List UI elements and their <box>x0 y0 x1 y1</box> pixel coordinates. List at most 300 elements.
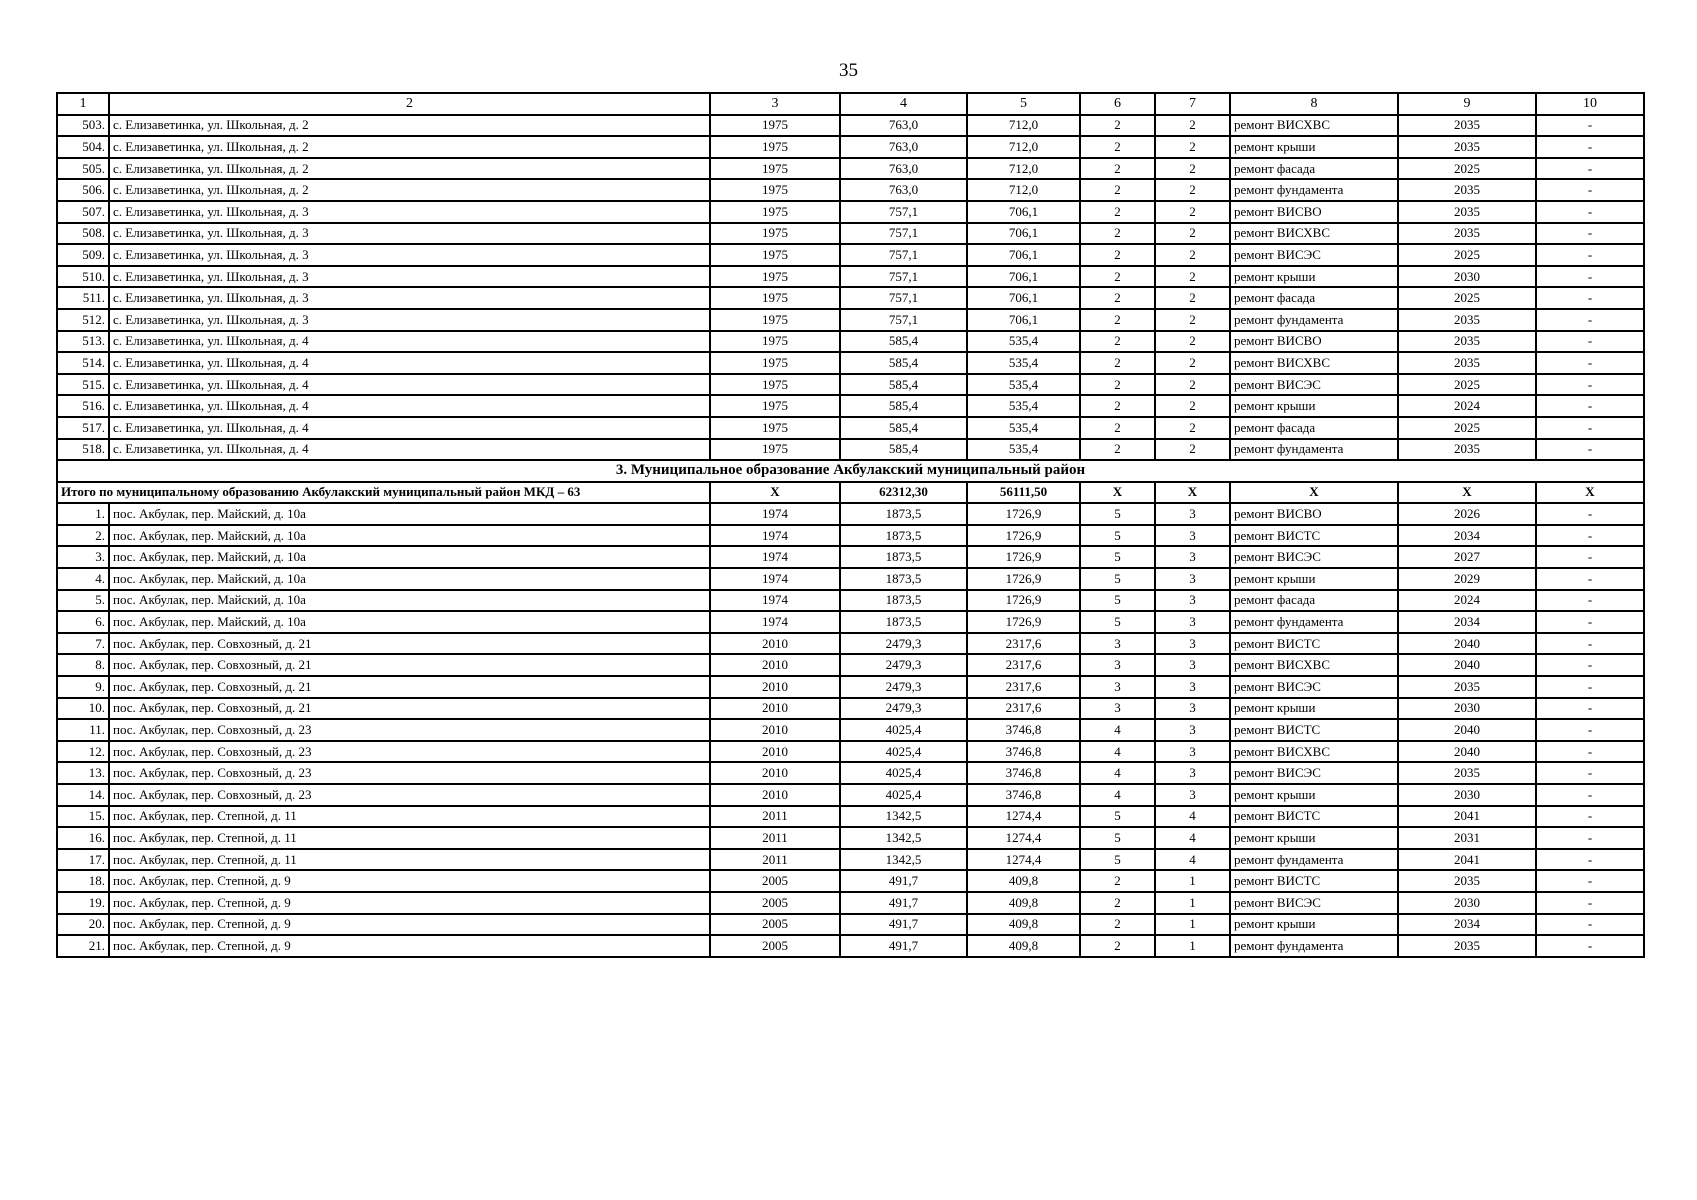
note-cell: - <box>1536 439 1644 461</box>
floors-cell: 2 <box>1080 115 1155 137</box>
work-type-cell: ремонт фасада <box>1230 287 1398 309</box>
address-cell: пос. Акбулак, пер. Совхозный, д. 23 <box>109 719 710 741</box>
living-area-cell: 712,0 <box>967 158 1080 180</box>
living-area-cell: 535,4 <box>967 331 1080 353</box>
planned-year-cell: 2035 <box>1398 136 1536 158</box>
address-cell: с. Елизаветинка, ул. Школьная, д. 4 <box>109 331 710 353</box>
address-cell: пос. Акбулак, пер. Совхозный, д. 23 <box>109 741 710 763</box>
planned-year-cell: 2035 <box>1398 439 1536 461</box>
entrances-cell: 2 <box>1155 439 1230 461</box>
row-number-cell: 10. <box>57 698 109 720</box>
living-area-cell: 706,1 <box>967 244 1080 266</box>
planned-year-cell: 2034 <box>1398 525 1536 547</box>
work-type-cell: ремонт ВИСТС <box>1230 806 1398 828</box>
address-cell: с. Елизаветинка, ул. Школьная, д. 2 <box>109 115 710 137</box>
floors-cell: 2 <box>1080 331 1155 353</box>
total-area-cell: 2479,3 <box>840 633 967 655</box>
entrances-cell: 2 <box>1155 331 1230 353</box>
year-built-cell: 1975 <box>710 374 840 396</box>
total-label: Итого по муниципальному образованию Акбулакский муниципальный район МКД – 63 <box>57 482 710 504</box>
total-area-cell: 491,7 <box>840 870 967 892</box>
floors-cell: 2 <box>1080 417 1155 439</box>
address-cell: с. Елизаветинка, ул. Школьная, д. 3 <box>109 201 710 223</box>
entrances-cell: 3 <box>1155 633 1230 655</box>
floors-cell: 3 <box>1080 698 1155 720</box>
work-type-cell: ремонт ВИСХВС <box>1230 654 1398 676</box>
work-type-cell: ремонт ВИСВО <box>1230 503 1398 525</box>
table-row <box>57 784 1644 806</box>
total-area-cell: 1873,5 <box>840 525 967 547</box>
row-number-cell: 512. <box>57 309 109 331</box>
work-type-cell: ремонт крыши <box>1230 266 1398 288</box>
floors-cell: 3 <box>1080 654 1155 676</box>
year-built-cell: 1975 <box>710 136 840 158</box>
planned-year-cell: 2027 <box>1398 546 1536 568</box>
work-type-cell: ремонт крыши <box>1230 914 1398 936</box>
section-heading-row <box>57 460 1644 482</box>
planned-year-cell: 2035 <box>1398 352 1536 374</box>
note-cell: - <box>1536 503 1644 525</box>
row-number-cell: 17. <box>57 849 109 871</box>
total-area-cell: 757,1 <box>840 287 967 309</box>
year-built-cell: 1975 <box>710 115 840 137</box>
year-built-cell: 2005 <box>710 870 840 892</box>
entrances-cell: 2 <box>1155 309 1230 331</box>
page-number: 35 <box>839 60 858 81</box>
work-type-cell: ремонт крыши <box>1230 136 1398 158</box>
section-title: 3. Муниципальное образование Акбулакский муниципальный район <box>57 460 1644 482</box>
note-cell: - <box>1536 784 1644 806</box>
note-cell: - <box>1536 395 1644 417</box>
row-number-cell: 4. <box>57 568 109 590</box>
planned-year-cell: 2040 <box>1398 654 1536 676</box>
planned-year-cell: 2035 <box>1398 223 1536 245</box>
living-area-cell: 706,1 <box>967 309 1080 331</box>
table-row <box>57 546 1644 568</box>
total-cell: Х <box>710 482 840 504</box>
total-cell: Х <box>1080 482 1155 504</box>
address-cell: с. Елизаветинка, ул. Школьная, д. 3 <box>109 223 710 245</box>
header-cell: 5 <box>967 93 1080 115</box>
address-cell: пос. Акбулак, пер. Степной, д. 11 <box>109 827 710 849</box>
year-built-cell: 2010 <box>710 762 840 784</box>
note-cell: - <box>1536 546 1644 568</box>
planned-year-cell: 2035 <box>1398 201 1536 223</box>
address-cell: пос. Акбулак, пер. Майский, д. 10а <box>109 503 710 525</box>
floors-cell: 4 <box>1080 719 1155 741</box>
table-row <box>57 352 1644 374</box>
table-row <box>57 179 1644 201</box>
row-number-cell: 503. <box>57 115 109 137</box>
header-cell: 10 <box>1536 93 1644 115</box>
year-built-cell: 2010 <box>710 654 840 676</box>
address-cell: пос. Акбулак, пер. Степной, д. 9 <box>109 935 710 957</box>
address-cell: пос. Акбулак, пер. Совхозный, д. 21 <box>109 633 710 655</box>
note-cell: - <box>1536 309 1644 331</box>
row-number-cell: 516. <box>57 395 109 417</box>
table-row <box>57 417 1644 439</box>
year-built-cell: 1974 <box>710 503 840 525</box>
year-built-cell: 2005 <box>710 935 840 957</box>
total-area-cell: 4025,4 <box>840 719 967 741</box>
row-number-cell: 20. <box>57 914 109 936</box>
note-cell: - <box>1536 633 1644 655</box>
work-type-cell: ремонт ВИСЭС <box>1230 762 1398 784</box>
planned-year-cell: 2025 <box>1398 417 1536 439</box>
address-cell: с. Елизаветинка, ул. Школьная, д. 2 <box>109 179 710 201</box>
table-row <box>57 892 1644 914</box>
table-row <box>57 201 1644 223</box>
planned-year-cell: 2026 <box>1398 503 1536 525</box>
planned-year-cell: 2034 <box>1398 611 1536 633</box>
header-cell: 3 <box>710 93 840 115</box>
living-area-cell: 712,0 <box>967 179 1080 201</box>
living-area-cell: 1726,9 <box>967 611 1080 633</box>
table-row <box>57 331 1644 353</box>
living-area-cell: 2317,6 <box>967 698 1080 720</box>
table-row <box>57 676 1644 698</box>
address-cell: с. Елизаветинка, ул. Школьная, д. 3 <box>109 244 710 266</box>
living-area-cell: 409,8 <box>967 935 1080 957</box>
planned-year-cell: 2035 <box>1398 309 1536 331</box>
address-cell: с. Елизаветинка, ул. Школьная, д. 4 <box>109 352 710 374</box>
living-area-cell: 409,8 <box>967 892 1080 914</box>
planned-year-cell: 2040 <box>1398 741 1536 763</box>
row-number-cell: 2. <box>57 525 109 547</box>
planned-year-cell: 2035 <box>1398 179 1536 201</box>
total-area-cell: 757,1 <box>840 266 967 288</box>
total-area-cell: 1342,5 <box>840 827 967 849</box>
note-cell: - <box>1536 374 1644 396</box>
entrances-cell: 2 <box>1155 395 1230 417</box>
floors-cell: 4 <box>1080 784 1155 806</box>
year-built-cell: 1975 <box>710 223 840 245</box>
note-cell: - <box>1536 914 1644 936</box>
entrances-cell: 2 <box>1155 417 1230 439</box>
work-type-cell: ремонт фасада <box>1230 158 1398 180</box>
header-cell: 7 <box>1155 93 1230 115</box>
row-number-cell: 6. <box>57 611 109 633</box>
table-row <box>57 136 1644 158</box>
total-area-cell: 491,7 <box>840 914 967 936</box>
living-area-cell: 706,1 <box>967 287 1080 309</box>
entrances-cell: 3 <box>1155 698 1230 720</box>
entrances-cell: 3 <box>1155 784 1230 806</box>
total-area-cell: 4025,4 <box>840 741 967 763</box>
address-cell: пос. Акбулак, пер. Майский, д. 10а <box>109 611 710 633</box>
total-cell: Х <box>1536 482 1644 504</box>
table-row <box>57 870 1644 892</box>
total-area-cell: 1873,5 <box>840 590 967 612</box>
planned-year-cell: 2025 <box>1398 287 1536 309</box>
work-type-cell: ремонт ВИСХВС <box>1230 741 1398 763</box>
work-type-cell: ремонт ВИСЭС <box>1230 892 1398 914</box>
living-area-cell: 1274,4 <box>967 827 1080 849</box>
address-cell: пос. Акбулак, пер. Степной, д. 9 <box>109 870 710 892</box>
floors-cell: 2 <box>1080 870 1155 892</box>
table-row <box>57 611 1644 633</box>
entrances-cell: 2 <box>1155 244 1230 266</box>
planned-year-cell: 2035 <box>1398 676 1536 698</box>
living-area-cell: 3746,8 <box>967 741 1080 763</box>
address-cell: с. Елизаветинка, ул. Школьная, д. 4 <box>109 395 710 417</box>
work-type-cell: ремонт крыши <box>1230 827 1398 849</box>
row-number-cell: 8. <box>57 654 109 676</box>
work-type-cell: ремонт ВИСЭС <box>1230 374 1398 396</box>
row-number-cell: 510. <box>57 266 109 288</box>
note-cell: - <box>1536 244 1644 266</box>
total-area-cell: 585,4 <box>840 374 967 396</box>
year-built-cell: 1974 <box>710 611 840 633</box>
year-built-cell: 2010 <box>710 698 840 720</box>
total-area-cell: 757,1 <box>840 223 967 245</box>
note-cell: - <box>1536 935 1644 957</box>
floors-cell: 2 <box>1080 352 1155 374</box>
row-number-cell: 13. <box>57 762 109 784</box>
work-type-cell: ремонт фасада <box>1230 417 1398 439</box>
total-cell: Х <box>1155 482 1230 504</box>
living-area-cell: 2317,6 <box>967 676 1080 698</box>
total-area-cell: 757,1 <box>840 244 967 266</box>
entrances-cell: 2 <box>1155 201 1230 223</box>
work-type-cell: ремонт ВИСТС <box>1230 525 1398 547</box>
entrances-cell: 3 <box>1155 611 1230 633</box>
entrances-cell: 1 <box>1155 870 1230 892</box>
total-area-cell: 585,4 <box>840 352 967 374</box>
floors-cell: 5 <box>1080 611 1155 633</box>
floors-cell: 5 <box>1080 827 1155 849</box>
total-area-cell: 757,1 <box>840 309 967 331</box>
planned-year-cell: 2024 <box>1398 590 1536 612</box>
floors-cell: 5 <box>1080 806 1155 828</box>
living-area-cell: 535,4 <box>967 395 1080 417</box>
table-row <box>57 374 1644 396</box>
table-row <box>57 719 1644 741</box>
living-area-cell: 1726,9 <box>967 568 1080 590</box>
planned-year-cell: 2035 <box>1398 762 1536 784</box>
planned-year-cell: 2025 <box>1398 374 1536 396</box>
work-type-cell: ремонт крыши <box>1230 568 1398 590</box>
floors-cell: 3 <box>1080 633 1155 655</box>
total-area-cell: 1873,5 <box>840 611 967 633</box>
floors-cell: 2 <box>1080 158 1155 180</box>
living-area-cell: 712,0 <box>967 115 1080 137</box>
planned-year-cell: 2024 <box>1398 395 1536 417</box>
entrances-cell: 3 <box>1155 741 1230 763</box>
floors-cell: 2 <box>1080 179 1155 201</box>
entrances-cell: 2 <box>1155 136 1230 158</box>
address-cell: с. Елизаветинка, ул. Школьная, д. 2 <box>109 136 710 158</box>
year-built-cell: 1974 <box>710 525 840 547</box>
total-area-cell: 4025,4 <box>840 784 967 806</box>
year-built-cell: 2010 <box>710 741 840 763</box>
address-cell: с. Елизаветинка, ул. Школьная, д. 3 <box>109 266 710 288</box>
living-area-cell: 409,8 <box>967 870 1080 892</box>
living-area-cell: 706,1 <box>967 201 1080 223</box>
work-type-cell: ремонт фундамента <box>1230 849 1398 871</box>
address-cell: пос. Акбулак, пер. Степной, д. 11 <box>109 849 710 871</box>
total-cell: Х <box>1230 482 1398 504</box>
address-cell: пос. Акбулак, пер. Майский, д. 10а <box>109 568 710 590</box>
living-area-cell: 1274,4 <box>967 806 1080 828</box>
year-built-cell: 1975 <box>710 395 840 417</box>
planned-year-cell: 2041 <box>1398 849 1536 871</box>
total-area-cell: 585,4 <box>840 417 967 439</box>
note-cell: - <box>1536 158 1644 180</box>
address-cell: с. Елизаветинка, ул. Школьная, д. 4 <box>109 417 710 439</box>
header-cell: 1 <box>57 93 109 115</box>
work-type-cell: ремонт ВИСЭС <box>1230 244 1398 266</box>
table-row <box>57 525 1644 547</box>
year-built-cell: 1975 <box>710 309 840 331</box>
living-area-cell: 1726,9 <box>967 546 1080 568</box>
floors-cell: 4 <box>1080 762 1155 784</box>
floors-cell: 5 <box>1080 503 1155 525</box>
table-row <box>57 806 1644 828</box>
year-built-cell: 1974 <box>710 590 840 612</box>
table-row <box>57 762 1644 784</box>
note-cell: - <box>1536 287 1644 309</box>
entrances-cell: 2 <box>1155 223 1230 245</box>
planned-year-cell: 2029 <box>1398 568 1536 590</box>
address-cell: с. Елизаветинка, ул. Школьная, д. 2 <box>109 158 710 180</box>
year-built-cell: 2011 <box>710 849 840 871</box>
note-cell: - <box>1536 827 1644 849</box>
table-row <box>57 849 1644 871</box>
work-type-cell: ремонт ВИСХВС <box>1230 223 1398 245</box>
table-row <box>57 698 1644 720</box>
year-built-cell: 2011 <box>710 806 840 828</box>
floors-cell: 4 <box>1080 741 1155 763</box>
floors-cell: 5 <box>1080 568 1155 590</box>
note-cell: - <box>1536 611 1644 633</box>
planned-year-cell: 2035 <box>1398 870 1536 892</box>
table-row <box>57 568 1644 590</box>
total-area-cell: 2479,3 <box>840 698 967 720</box>
planned-year-cell: 2030 <box>1398 892 1536 914</box>
year-built-cell: 2011 <box>710 827 840 849</box>
address-cell: пос. Акбулак, пер. Майский, д. 10а <box>109 590 710 612</box>
address-cell: пос. Акбулак, пер. Совхозный, д. 23 <box>109 784 710 806</box>
work-type-cell: ремонт фундамента <box>1230 179 1398 201</box>
floors-cell: 5 <box>1080 546 1155 568</box>
entrances-cell: 4 <box>1155 849 1230 871</box>
year-built-cell: 1975 <box>710 244 840 266</box>
year-built-cell: 1975 <box>710 331 840 353</box>
planned-year-cell: 2041 <box>1398 806 1536 828</box>
table-row <box>57 158 1644 180</box>
note-cell: - <box>1536 115 1644 137</box>
work-type-cell: ремонт ВИСХВС <box>1230 115 1398 137</box>
floors-cell: 2 <box>1080 892 1155 914</box>
note-cell: - <box>1536 698 1644 720</box>
work-type-cell: ремонт фасада <box>1230 590 1398 612</box>
note-cell: - <box>1536 179 1644 201</box>
entrances-cell: 2 <box>1155 115 1230 137</box>
living-area-cell: 1726,9 <box>967 590 1080 612</box>
entrances-cell: 2 <box>1155 158 1230 180</box>
living-area-cell: 3746,8 <box>967 719 1080 741</box>
work-type-cell: ремонт ВИСЭС <box>1230 676 1398 698</box>
entrances-cell: 3 <box>1155 525 1230 547</box>
total-area-cell: 763,0 <box>840 136 967 158</box>
note-cell: - <box>1536 762 1644 784</box>
year-built-cell: 2010 <box>710 633 840 655</box>
row-number-cell: 1. <box>57 503 109 525</box>
planned-year-cell: 2040 <box>1398 719 1536 741</box>
row-number-cell: 11. <box>57 719 109 741</box>
year-built-cell: 1975 <box>710 201 840 223</box>
floors-cell: 5 <box>1080 525 1155 547</box>
entrances-cell: 4 <box>1155 827 1230 849</box>
entrances-cell: 1 <box>1155 892 1230 914</box>
note-cell: - <box>1536 719 1644 741</box>
total-row <box>57 482 1644 504</box>
table-row <box>57 287 1644 309</box>
entrances-cell: 4 <box>1155 806 1230 828</box>
table-row <box>57 935 1644 957</box>
work-type-cell: ремонт крыши <box>1230 698 1398 720</box>
address-cell: пос. Акбулак, пер. Совхозный, д. 21 <box>109 676 710 698</box>
header-cell: 6 <box>1080 93 1155 115</box>
note-cell: - <box>1536 223 1644 245</box>
planned-year-cell: 2030 <box>1398 698 1536 720</box>
living-area-cell: 706,1 <box>967 266 1080 288</box>
table-row <box>57 115 1644 137</box>
row-number-cell: 18. <box>57 870 109 892</box>
table-row <box>57 244 1644 266</box>
row-number-cell: 12. <box>57 741 109 763</box>
year-built-cell: 1975 <box>710 287 840 309</box>
row-number-cell: 7. <box>57 633 109 655</box>
year-built-cell: 1975 <box>710 179 840 201</box>
floors-cell: 2 <box>1080 935 1155 957</box>
address-cell: пос. Акбулак, пер. Степной, д. 9 <box>109 892 710 914</box>
living-area-cell: 2317,6 <box>967 633 1080 655</box>
total-area-cell: 763,0 <box>840 115 967 137</box>
note-cell: - <box>1536 417 1644 439</box>
year-built-cell: 1975 <box>710 439 840 461</box>
year-built-cell: 2005 <box>710 914 840 936</box>
entrances-cell: 3 <box>1155 568 1230 590</box>
table-row <box>57 395 1644 417</box>
floors-cell: 2 <box>1080 266 1155 288</box>
table-row <box>57 266 1644 288</box>
entrances-cell: 3 <box>1155 762 1230 784</box>
note-cell: - <box>1536 568 1644 590</box>
row-number-cell: 514. <box>57 352 109 374</box>
total-area-cell: 585,4 <box>840 331 967 353</box>
capital-repair-table <box>56 92 1645 958</box>
work-type-cell: ремонт фундамента <box>1230 611 1398 633</box>
planned-year-cell: 2035 <box>1398 115 1536 137</box>
year-built-cell: 2010 <box>710 719 840 741</box>
row-number-cell: 513. <box>57 331 109 353</box>
entrances-cell: 2 <box>1155 266 1230 288</box>
total-area-cell: 1342,5 <box>840 849 967 871</box>
row-number-cell: 16. <box>57 827 109 849</box>
header-cell: 8 <box>1230 93 1398 115</box>
total-area-cell: 1342,5 <box>840 806 967 828</box>
address-cell: пос. Акбулак, пер. Майский, д. 10а <box>109 525 710 547</box>
total-area-cell: 491,7 <box>840 892 967 914</box>
address-cell: с. Елизаветинка, ул. Школьная, д. 4 <box>109 374 710 396</box>
total-cell: Х <box>1398 482 1536 504</box>
floors-cell: 2 <box>1080 201 1155 223</box>
note-cell: - <box>1536 331 1644 353</box>
row-number-cell: 509. <box>57 244 109 266</box>
note-cell: - <box>1536 849 1644 871</box>
